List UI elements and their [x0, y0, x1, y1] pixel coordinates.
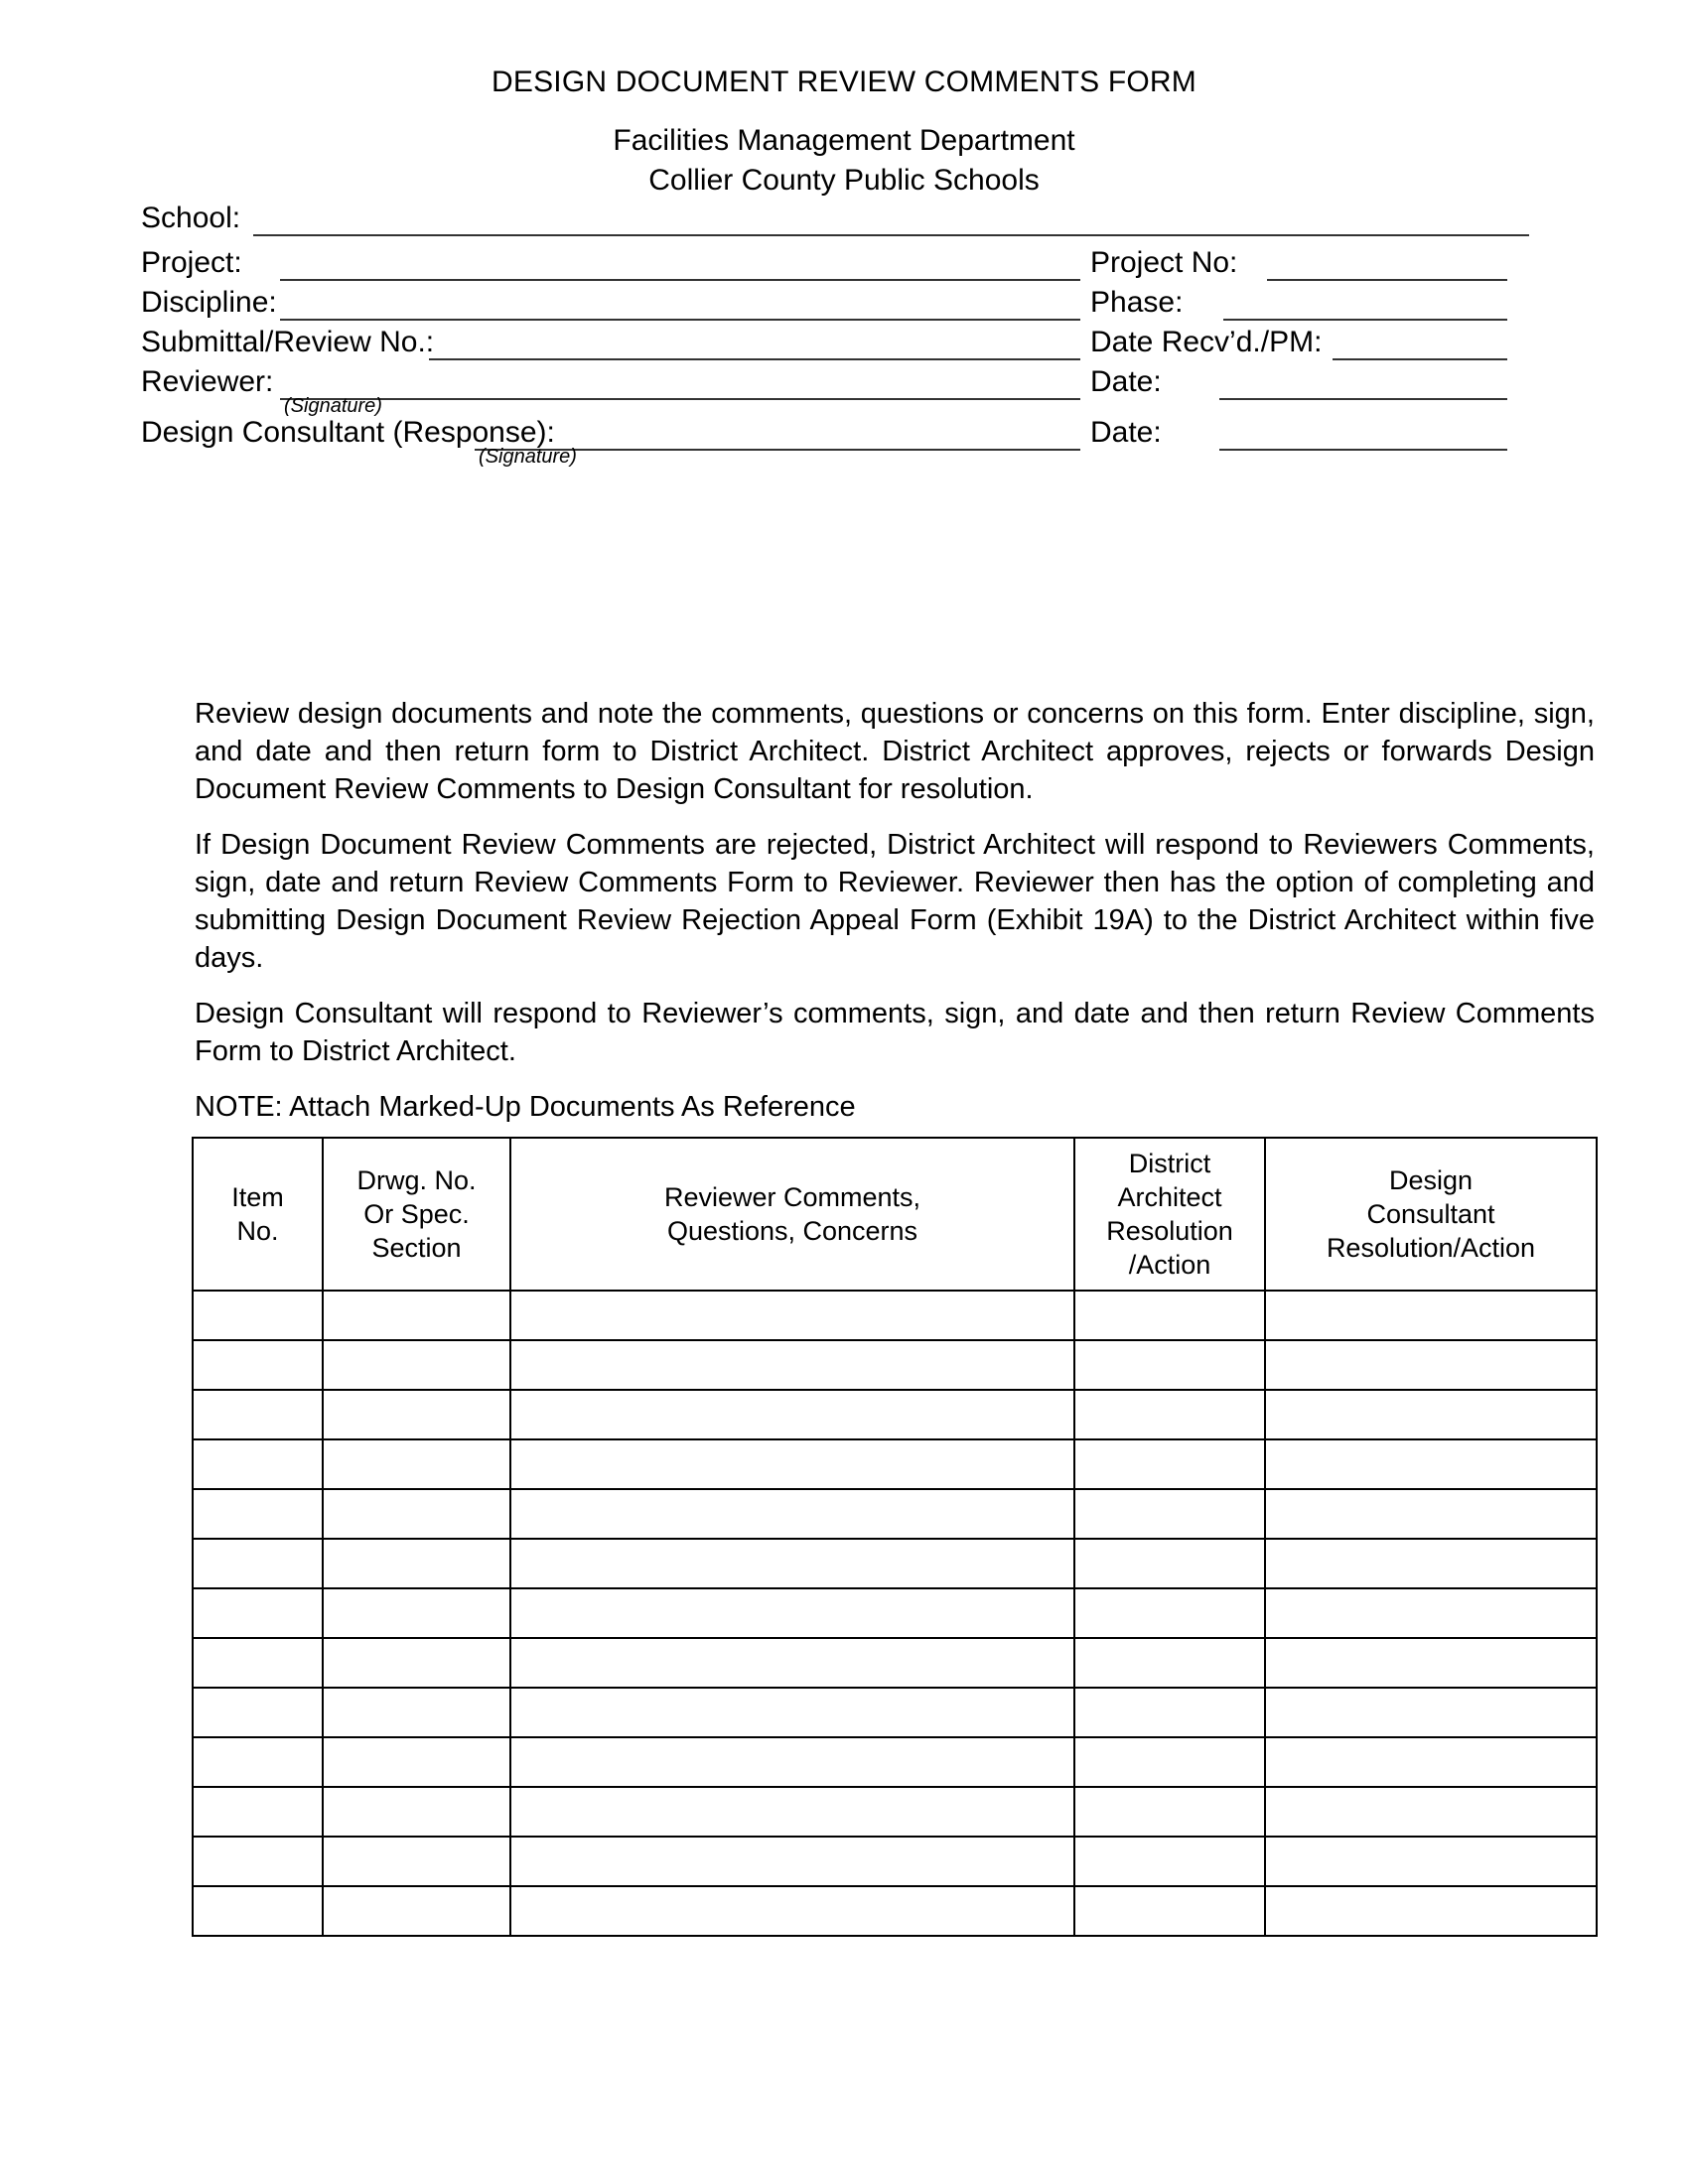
- reviewer-date-input[interactable]: [1219, 398, 1507, 400]
- cell-item-no[interactable]: [193, 1340, 323, 1390]
- cell-reviewer-comments[interactable]: [510, 1886, 1074, 1936]
- instructions-block: [195, 695, 1595, 1132]
- cell-district-architect[interactable]: [1074, 1638, 1265, 1688]
- discipline-label: Discipline:: [141, 286, 277, 319]
- column-header-reviewer-comments-line1: Reviewer Comments,: [663, 1182, 921, 1212]
- cell-reviewer-comments[interactable]: [510, 1439, 1074, 1489]
- table-row: [193, 1291, 1597, 1340]
- cell-reviewer-comments[interactable]: [510, 1539, 1074, 1588]
- cell-district-architect[interactable]: [1074, 1489, 1265, 1539]
- table-row: [193, 1737, 1597, 1787]
- table-row: [193, 1588, 1597, 1638]
- cell-reviewer-comments[interactable]: [510, 1291, 1074, 1340]
- project-label: Project:: [141, 246, 242, 279]
- design-consultant-date-label: Date:: [1090, 416, 1162, 449]
- column-header-drwg-no-line1: Drwg. No.: [356, 1165, 477, 1195]
- column-header-district-architect-line4: /Action: [1128, 1250, 1211, 1280]
- cell-design-consultant[interactable]: [1265, 1688, 1597, 1737]
- table-row: [193, 1886, 1597, 1936]
- cell-drwg-no[interactable]: [323, 1787, 510, 1837]
- cell-district-architect[interactable]: [1074, 1291, 1265, 1340]
- cell-reviewer-comments[interactable]: [510, 1340, 1074, 1390]
- cell-design-consultant[interactable]: [1265, 1489, 1597, 1539]
- table-header-row: [193, 1138, 1597, 1291]
- table-row: [193, 1340, 1597, 1390]
- field-row-design-consultant: [141, 411, 1551, 455]
- cell-design-consultant[interactable]: [1265, 1787, 1597, 1837]
- cell-district-architect[interactable]: [1074, 1787, 1265, 1837]
- column-header-design-consultant-line1: Design: [1388, 1165, 1474, 1195]
- cell-district-architect[interactable]: [1074, 1539, 1265, 1588]
- design-consultant-label: Design Consultant (Response):: [141, 416, 555, 449]
- column-header-district-architect-line3: Resolution: [1106, 1216, 1233, 1246]
- cell-item-no[interactable]: [193, 1588, 323, 1638]
- table-row: [193, 1489, 1597, 1539]
- table-row: [193, 1787, 1597, 1837]
- cell-district-architect[interactable]: [1074, 1886, 1265, 1936]
- cell-reviewer-comments[interactable]: [510, 1688, 1074, 1737]
- cell-drwg-no[interactable]: [323, 1489, 510, 1539]
- cell-reviewer-comments[interactable]: [510, 1390, 1074, 1439]
- table-row: [193, 1439, 1597, 1489]
- field-row-discipline: [141, 281, 1551, 325]
- cell-district-architect[interactable]: [1074, 1737, 1265, 1787]
- cell-design-consultant[interactable]: [1265, 1638, 1597, 1688]
- reviewer-label: Reviewer:: [141, 365, 274, 398]
- cell-item-no[interactable]: [193, 1787, 323, 1837]
- design-consultant-date-input[interactable]: [1219, 449, 1507, 451]
- cell-drwg-no[interactable]: [323, 1638, 510, 1688]
- cell-item-no[interactable]: [193, 1390, 323, 1439]
- cell-district-architect[interactable]: [1074, 1688, 1265, 1737]
- cell-item-no[interactable]: [193, 1539, 323, 1588]
- cell-drwg-no[interactable]: [323, 1340, 510, 1390]
- column-header-item-no-line1: Item: [231, 1182, 284, 1212]
- project-no-label: Project No:: [1090, 246, 1238, 279]
- cell-item-no[interactable]: [193, 1688, 323, 1737]
- column-header-district-architect-line1: District: [1128, 1149, 1211, 1178]
- column-header-design-consultant-line2: Consultant: [1366, 1199, 1495, 1229]
- column-header-drwg-no-line3: Section: [371, 1233, 462, 1263]
- field-row-project: [141, 241, 1551, 285]
- cell-drwg-no[interactable]: [323, 1588, 510, 1638]
- table-header: [193, 1138, 1597, 1291]
- review-comments-table: [192, 1137, 1598, 1937]
- cell-district-architect[interactable]: [1074, 1340, 1265, 1390]
- cell-design-consultant[interactable]: [1265, 1737, 1597, 1787]
- column-header-district-architect-line2: Architect: [1117, 1182, 1222, 1212]
- cell-reviewer-comments[interactable]: [510, 1588, 1074, 1638]
- organization-name: Collier County Public Schools: [648, 164, 1040, 197]
- table-body: [193, 1291, 1597, 1936]
- cell-drwg-no[interactable]: [323, 1837, 510, 1886]
- cell-reviewer-comments[interactable]: [510, 1787, 1074, 1837]
- cell-item-no[interactable]: [193, 1489, 323, 1539]
- design-consultant-signature-note: (Signature): [479, 446, 577, 468]
- attachment-note: NOTE: Attach Marked-Up Documents As Reference: [195, 1091, 856, 1123]
- cell-district-architect[interactable]: [1074, 1588, 1265, 1638]
- cell-district-architect[interactable]: [1074, 1837, 1265, 1886]
- reviewer-date-label: Date:: [1090, 365, 1162, 398]
- cell-reviewer-comments[interactable]: [510, 1737, 1074, 1787]
- cell-drwg-no[interactable]: [323, 1291, 510, 1340]
- cell-design-consultant[interactable]: [1265, 1886, 1597, 1936]
- instructions-paragraph-2: If Design Document Review Comments are rejected, District Architect will respond to Reviewers Comments, sign, date and return Review Comments Form to Reviewer. Reviewer then has the option of completing and submitting Design Document Review Rejection Appeal Form (Exhibit 19A) to the District Architect within five days.: [195, 829, 1595, 974]
- cell-item-no[interactable]: [193, 1837, 323, 1886]
- cell-drwg-no[interactable]: [323, 1539, 510, 1588]
- date-received-label: Date Recv’d./PM:: [1090, 326, 1323, 358]
- column-header-reviewer-comments: [510, 1138, 1074, 1291]
- cell-design-consultant[interactable]: [1265, 1291, 1597, 1340]
- cell-drwg-no[interactable]: [323, 1886, 510, 1936]
- cell-drwg-no[interactable]: [323, 1390, 510, 1439]
- cell-design-consultant[interactable]: [1265, 1539, 1597, 1588]
- cell-item-no[interactable]: [193, 1291, 323, 1340]
- school-label: School:: [141, 202, 241, 234]
- cell-reviewer-comments[interactable]: [510, 1638, 1074, 1688]
- cell-design-consultant[interactable]: [1265, 1340, 1597, 1390]
- table-row: [193, 1390, 1597, 1439]
- field-row-school: [141, 197, 1551, 240]
- cell-design-consultant[interactable]: [1265, 1837, 1597, 1886]
- cell-design-consultant[interactable]: [1265, 1390, 1597, 1439]
- cell-reviewer-comments[interactable]: [510, 1837, 1074, 1886]
- cell-item-no[interactable]: [193, 1737, 323, 1787]
- cell-drwg-no[interactable]: [323, 1688, 510, 1737]
- school-input[interactable]: [253, 234, 1529, 236]
- cell-reviewer-comments[interactable]: [510, 1489, 1074, 1539]
- column-header-drwg-no-line2: Or Spec.: [363, 1199, 470, 1229]
- table-row: [193, 1539, 1597, 1588]
- column-header-drwg-no: [323, 1138, 510, 1291]
- instructions-paragraph-1: Review design documents and note the comments, questions or concerns on this form. Enter discipline, sign, and date and then return form to District Architect. District Architect approves, rejects or forwards Design Document Review Comments to Design Consultant for resolution.: [195, 698, 1595, 805]
- reviewer-signature-input[interactable]: [280, 398, 1080, 400]
- cell-item-no[interactable]: [193, 1638, 323, 1688]
- reviewer-signature-note: (Signature): [284, 395, 382, 417]
- department-name: Facilities Management Department: [613, 124, 1075, 157]
- field-row-submittal: [141, 321, 1551, 364]
- column-header-reviewer-comments-line2: Questions, Concerns: [666, 1216, 918, 1246]
- cell-item-no[interactable]: [193, 1886, 323, 1936]
- table-row: [193, 1837, 1597, 1886]
- column-header-district-architect: [1074, 1138, 1265, 1291]
- page-title: DESIGN DOCUMENT REVIEW COMMENTS FORM: [492, 66, 1196, 98]
- cell-district-architect[interactable]: [1074, 1439, 1265, 1489]
- organization-block: [0, 121, 1688, 201]
- table-row: [193, 1688, 1597, 1737]
- column-header-item-no-line2: No.: [236, 1216, 279, 1246]
- table-row: [193, 1638, 1597, 1688]
- cell-drwg-no[interactable]: [323, 1439, 510, 1489]
- submittal-label: Submittal/Review No.:: [141, 326, 435, 358]
- cell-design-consultant[interactable]: [1265, 1439, 1597, 1489]
- phase-label: Phase:: [1090, 286, 1184, 319]
- instructions-paragraph-3: Design Consultant will respond to Reviewer’s comments, sign, and date and then return Review Comments Form to District Architect.: [195, 998, 1595, 1067]
- cell-district-architect[interactable]: [1074, 1390, 1265, 1439]
- column-header-item-no: [193, 1138, 323, 1291]
- cell-item-no[interactable]: [193, 1439, 323, 1489]
- cell-drwg-no[interactable]: [323, 1737, 510, 1787]
- column-header-design-consultant-line3: Resolution/Action: [1326, 1233, 1536, 1263]
- cell-design-consultant[interactable]: [1265, 1588, 1597, 1638]
- column-header-design-consultant: [1265, 1138, 1597, 1291]
